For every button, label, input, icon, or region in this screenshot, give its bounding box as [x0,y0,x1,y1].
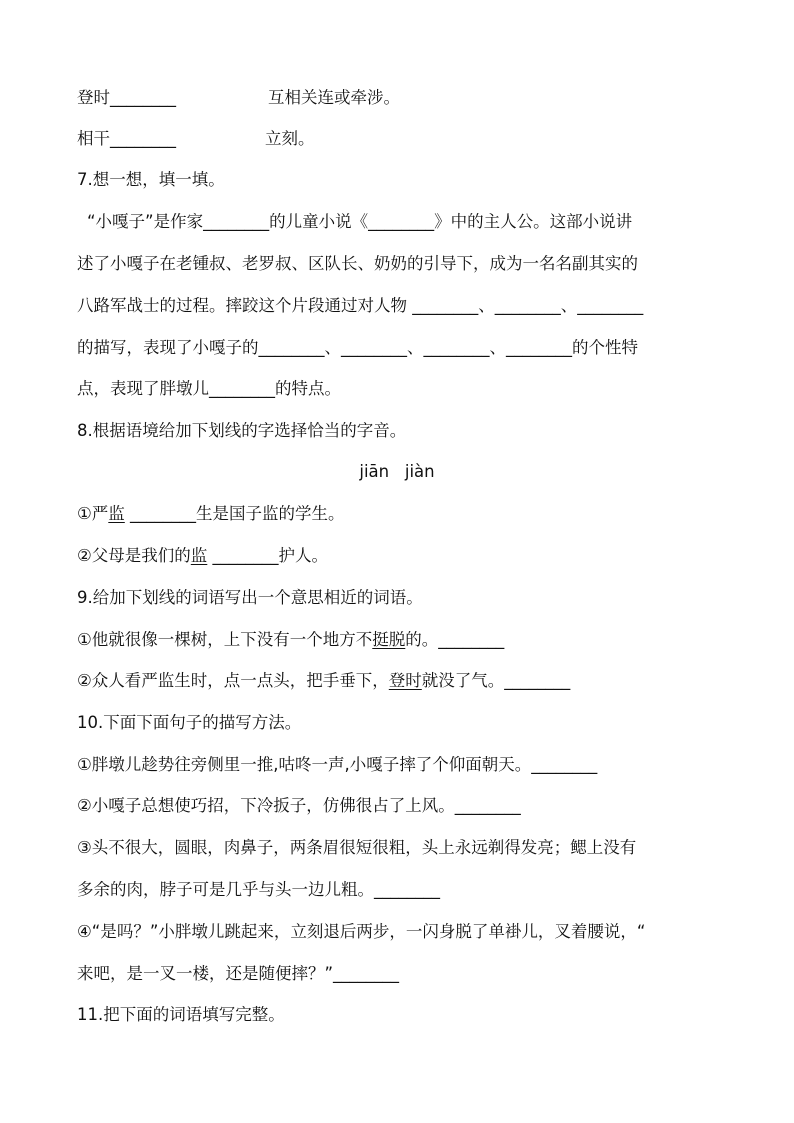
q7-paragraph-line-1: “小嘎子”是作家________的儿童小说《________》中的主人公。这部小说讲 [87,212,633,231]
q9-item-1-underlined-word: 挺脱 [372,630,406,649]
q9-heading: 9.给加下划线的词语写出一个意思相近的词语。 [77,588,423,607]
q9-item-2-prefix: ②众人看严监生时，点一点头，把手垂下， [77,671,389,690]
q6-row2-word: 相干________ [77,129,176,148]
q9-item-1-prefix: ①他就很像一棵树，上下没有一个地方不 [77,630,373,649]
q8-item-1-underlined-char: 监 [108,504,125,523]
q7-paragraph-line-2: 述了小嘎子在老锺叔、老罗叔、区队长、奶奶的引导下，成为一名名副其实的 [77,254,638,273]
q8-item-2 [77,548,328,565]
q9-item-2 [77,673,570,690]
q8-item-1-suffix: ________生是国子监的学生。 [124,504,345,523]
q10-item-1: ①胖墩儿趁势往旁侧里一推,咕咚一声,小嘎子摔了个仰面朝天。________ [77,755,598,774]
q8-item-2-underlined-char: 监 [190,546,208,565]
q9-item-2-suffix: 就没了气。________ [421,671,571,690]
q11-heading: 11.把下面的词语填写完整。 [77,1005,285,1024]
q9-item-1 [77,632,504,649]
q6-row2-meaning: 立刻。 [265,129,315,148]
q10-item-2: ②小嘎子总想使巧招，下冷扳子，仿佛很占了上风。________ [77,796,521,815]
q8-item-2-prefix: ②父母是我们的 [77,546,191,565]
q10-heading: 10.下面下面句子的描写方法。 [77,713,302,732]
q8-item-2-suffix: ________护人。 [207,546,329,565]
q10-item-3-line-1: ③头不很大，圆眼，肉鼻子，两条眉很短很粗，头上永远剃得发亮；鳃上没有 [77,838,637,857]
q10-item-3-line-2: 多余的肉，脖子可是几乎与头一边儿粗。________ [77,880,440,899]
q6-row1-meaning: 互相关连或牵涉。 [268,88,400,107]
q8-heading: 8.根据语境给加下划线的字选择恰当的字音。 [77,421,407,440]
q8-item-1-prefix: ①严 [77,504,109,523]
q7-heading: 7.想一想，填一填。 [77,170,225,189]
q7-paragraph-line-3: 八路军战士的过程。摔跤这个片段通过对人物 ________、________、________ [77,296,644,315]
q6-row1-word: 登时________ [77,88,176,107]
q8-pinyin-options: jiān jiàn [359,462,435,481]
q9-item-2-underlined-word: 登时 [388,671,422,690]
q9-item-1-suffix: 的。________ [405,630,505,649]
q10-item-4-line-2: 来吧，是一叉一楼，还是随便摔？”________ [77,964,400,983]
q7-paragraph-line-5: 点，表现了胖墩儿________的特点。 [77,379,341,398]
q10-item-4-line-1: ④“是吗？”小胖墩儿跳起来，立刻退后两步，一闪身脱了单褂儿，叉着腰说，“ [77,922,646,941]
q7-paragraph-line-4: 的描写，表现了小嘎子的________、________、________、________的个性特 [77,338,638,357]
q8-item-1 [77,506,345,523]
